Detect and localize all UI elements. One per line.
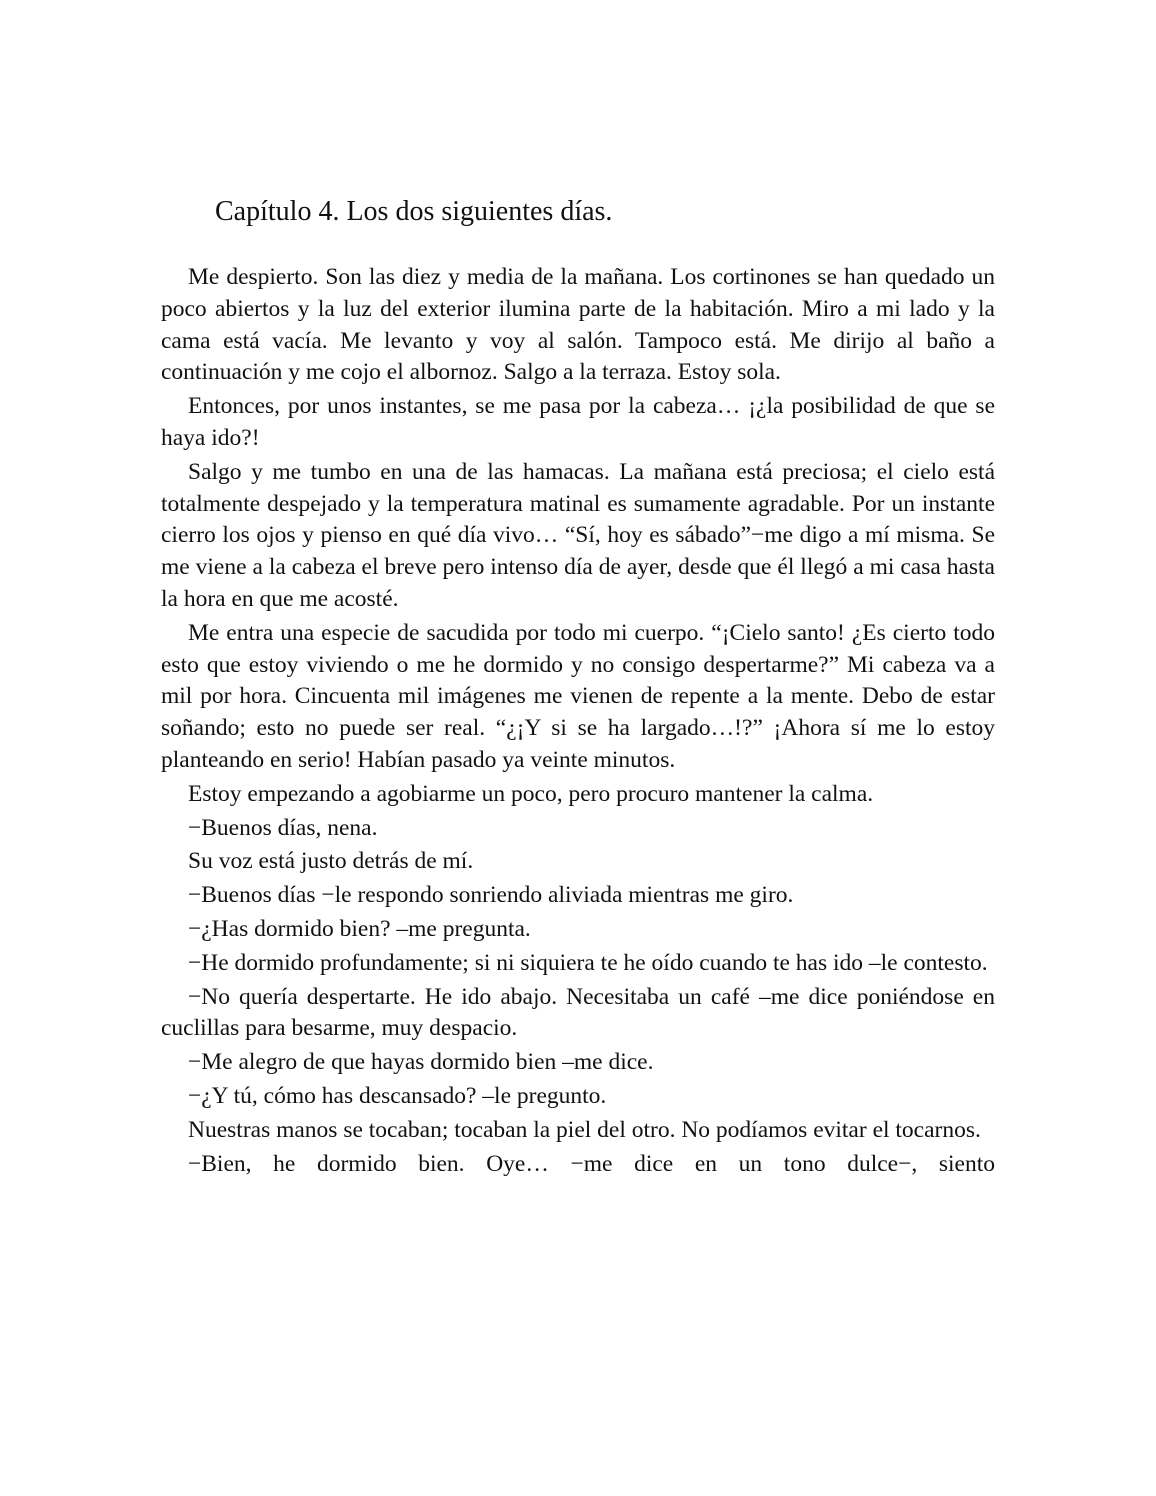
- dialogue-line: −He dormido profundamente; si ni siquiera te he oído cuando te has ido –le contesto.: [188, 949, 988, 976]
- paragraph: Nuestras manos se tocaban; tocaban la piel del otro. No podíamos evitar el tocarnos.: [188, 1116, 981, 1143]
- dialogue-line: −No quería despertarte. He ido abajo. Necesitaba un café –me dice poniéndose en cuclillas para besarme, muy despacio.: [161, 983, 995, 1042]
- dialogue-line: −Buenos días, nena.: [188, 814, 378, 841]
- chapter-body: [161, 262, 995, 1182]
- dialogue-line: −Me alegro de que hayas dormido bien –me dice.: [188, 1049, 654, 1076]
- chapter-title: Capítulo 4. Los dos siguientes días.: [215, 196, 613, 227]
- dialogue-line: −Bien, he dormido bien. Oye… −me dice en un tono dulce−, siento: [188, 1150, 995, 1177]
- paragraph: Me despierto. Son las diez y media de la mañana. Los cortinones se han quedado un poco abiertos y la luz del exterior ilumina parte de la habitación. Miro a mi lado y la cama está vacía. Me levanto y voy al salón. Tampoco está. Me dirijo al baño a continuación y me cojo el albornoz. Salgo a la terraza. Estoy sola.: [161, 264, 995, 386]
- paragraph: Salgo y me tumbo en una de las hamacas. La mañana está preciosa; el cielo está totalmente despejado y la temperatura matinal es sumamente agradable. Por un instante cierro los ojos y pienso en qué día vivo… “Sí, hoy es sábado”−me digo a mí misma. Se me viene a la cabeza el breve pero intenso día de ayer, desde que él llegó a mi casa hasta la hora en que me acosté.: [161, 458, 995, 612]
- paragraph: Estoy empezando a agobiarme un poco, pero procuro mantener la calma.: [188, 780, 874, 807]
- dialogue-line: −¿Has dormido bien? –me pregunta.: [188, 915, 531, 942]
- paragraph: Su voz está justo detrás de mí.: [188, 848, 474, 875]
- paragraph: Me entra una especie de sacudida por todo mi cuerpo. “¡Cielo santo! ¿Es cierto todo esto que estoy viviendo o me he dormido y no consigo despertarme?” Mi cabeza va a mil por hora. Cincuenta mil imágenes me vienen de repente a la mente. Debo de estar soñando; esto no puede ser real. “¿¡Y si se ha largado…!?” ¡Ahora sí me lo estoy planteando en serio! Habían pasado ya veinte minutos.: [161, 619, 995, 773]
- paragraph: Entonces, por unos instantes, se me pasa por la cabeza… ¡¿la posibilidad de que se haya ido?!: [161, 393, 995, 451]
- dialogue-line: −Buenos días −le respondo sonriendo aliviada mientras me giro.: [188, 882, 794, 909]
- dialogue-line: −¿Y tú, cómo has descansado? –le pregunto.: [188, 1082, 607, 1109]
